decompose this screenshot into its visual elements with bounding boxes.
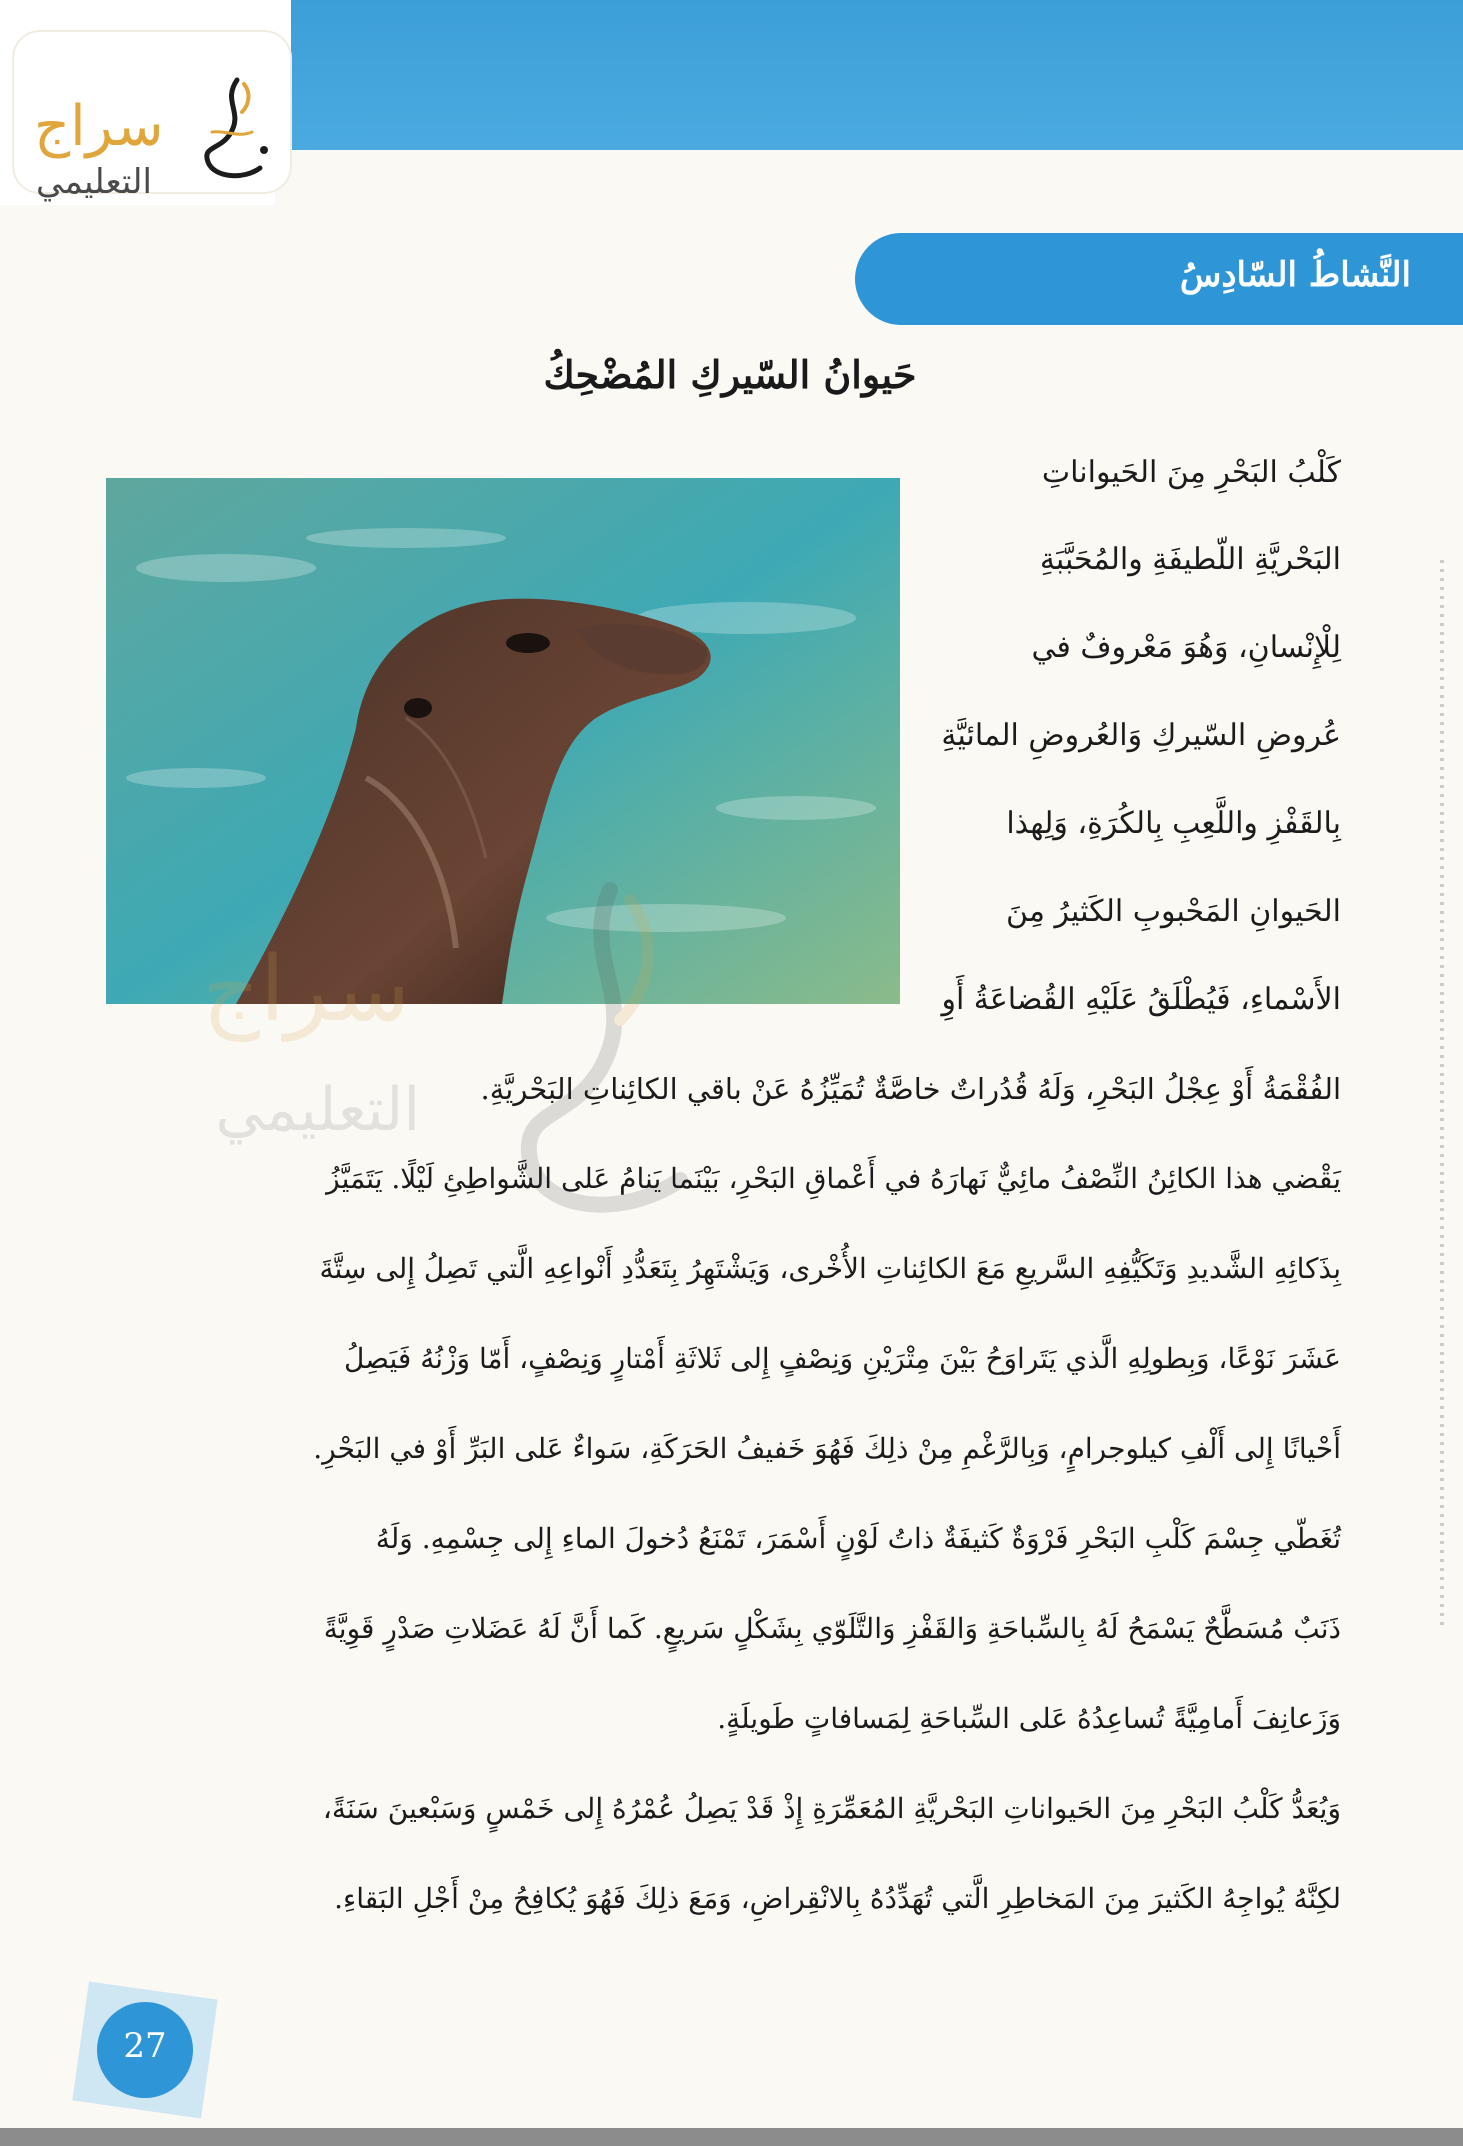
publisher-logo: [14, 32, 290, 202]
page-number: 27: [123, 2026, 167, 2066]
story-line: وَزَعانِفَ أَمامِيَّةً تُساعِدُهُ عَلى السِّباحَةِ لِمَسافاتٍ طَويلَةٍ.: [717, 1702, 1341, 1735]
story-line: الحَيوانِ المَحْبوبِ الكَثيرُ مِنَ: [1006, 894, 1341, 929]
activity-title: النَّشاطُ السّادِسُ: [1179, 255, 1411, 295]
logo-name-sub: التعليمي: [36, 162, 152, 202]
calligraphy-logo-icon: [182, 72, 282, 190]
svg-text:التعليمي: التعليمي: [215, 1075, 420, 1145]
story-line: بِذَكائِهِ الشَّديدِ وَتَكَيُّفِهِ السَّريعِ مَعَ الكائِناتِ الأُخْرى، وَيَشْتَهِرُ بِتَعَدُّدِ أَنْواعِهِ الَّتي تَصِلُ إِلى سِتَّةَ: [319, 1252, 1341, 1285]
story-line: وَيُعَدُّ كَلْبُ البَحْرِ مِنَ الحَيواناتِ البَحْريَّةِ المُعَمِّرَةِ إِذْ قَدْ يَصِلُ عُمْرُهُ إِلى خَمْسٍ وَسَبْعينَ سَنَةً،: [322, 1792, 1341, 1825]
story-line: أَحْيانًا إِلى أَلْفِ كيلوجرامٍ، وَبِالرَّغْمِ مِنْ ذلِكَ فَهُوَ خَفيفُ الحَرَكَةِ، سَواءٌ عَلى البَرِّ أَوْ في البَحْرِ.: [313, 1432, 1341, 1465]
story-line: كَلْبُ البَحْرِ مِنَ الحَيواناتِ: [1041, 455, 1341, 490]
story-line: ذَنَبٌ مُسَطَّحٌ يَسْمَحُ لَهُ بِالسِّباحَةِ وَالقَفْزِ وَالتَّلَوّي بِشَكْلٍ سَريعٍ. كَما أَنَّ لَهُ عَضَلاتِ صَدْرٍ قَوِيَّةً: [323, 1612, 1341, 1645]
story-line: لكِنَّهُ يُواجِهُ الكَثيرَ مِنَ المَخاطِرِ الَّتي تُهَدِّدُهُ بِالانْقِراضِ، وَمَعَ ذلِكَ فَهُوَ يُكافِحُ مِنْ أَجْلِ البَقاءِ.: [334, 1882, 1341, 1915]
page-number-badge: [70, 1980, 220, 2120]
sea-lion-photo: [106, 478, 900, 1004]
logo-name-main: سراج: [34, 94, 164, 159]
story-line: تُغَطّي جِسْمَ كَلْبِ البَحْرِ فَرْوَةٌ كَثيفَةٌ ذاتُ لَوْنٍ أَسْمَرَ، تَمْنَعُ دُخولَ الماءِ إِلى جِسْمِهِ. وَلَهُ: [375, 1522, 1341, 1555]
story-line: عُروضِ السّيركِ وَالعُروضِ المائيَّةِ: [941, 718, 1341, 753]
story-line: بِالقَفْزِ واللَّعِبِ بِالكُرَةِ، وَلِهذا: [1006, 806, 1341, 841]
story-line: البَحْريَّةِ اللّطيفَةِ والمُحَبَّبَةِ: [1039, 542, 1341, 577]
scan-bottom-edge: [0, 2128, 1463, 2146]
story-line: الأَسْماءِ، فَيُطْلَقُ عَلَيْهِ القُضاعَةُ أَوِ: [941, 982, 1341, 1017]
story-line: يَقْضي هذا الكائِنُ النِّصْفُ مائِيٌّ نَهارَهُ في أَعْماقِ البَحْرِ، بَيْنَما يَنامُ عَلى الشَّواطِئِ لَيْلًا. يَتَمَيَّزُ: [326, 1162, 1341, 1195]
story-line: الفُقْمَةُ أَوْ عِجْلُ البَحْرِ، وَلَهُ قُدُراتٌ خاصَّةٌ تُمَيِّزُهُ عَنْ باقي الكائِناتِ البَحْريَّةِ.: [480, 1072, 1341, 1106]
binding-edge: [1440, 560, 1444, 1630]
activity-tab: [855, 233, 1463, 325]
story-line: لِلْإِنْسانِ، وَهُوَ مَعْروفٌ في: [1031, 630, 1341, 665]
story-title: حَيوانُ السّيركِ المُضْحِكُ: [543, 352, 917, 397]
story-line: عَشَرَ نَوْعًا، وَبِطولِهِ الَّذي يَتَراوَحُ بَيْنَ مِتْرَيْنِ وَنِصْفٍ إِلى ثَلاثَةِ أَمْتارٍ وَنِصْفٍ، أَمّا وَزْنُهُ فَيَصِلُ: [343, 1342, 1341, 1375]
